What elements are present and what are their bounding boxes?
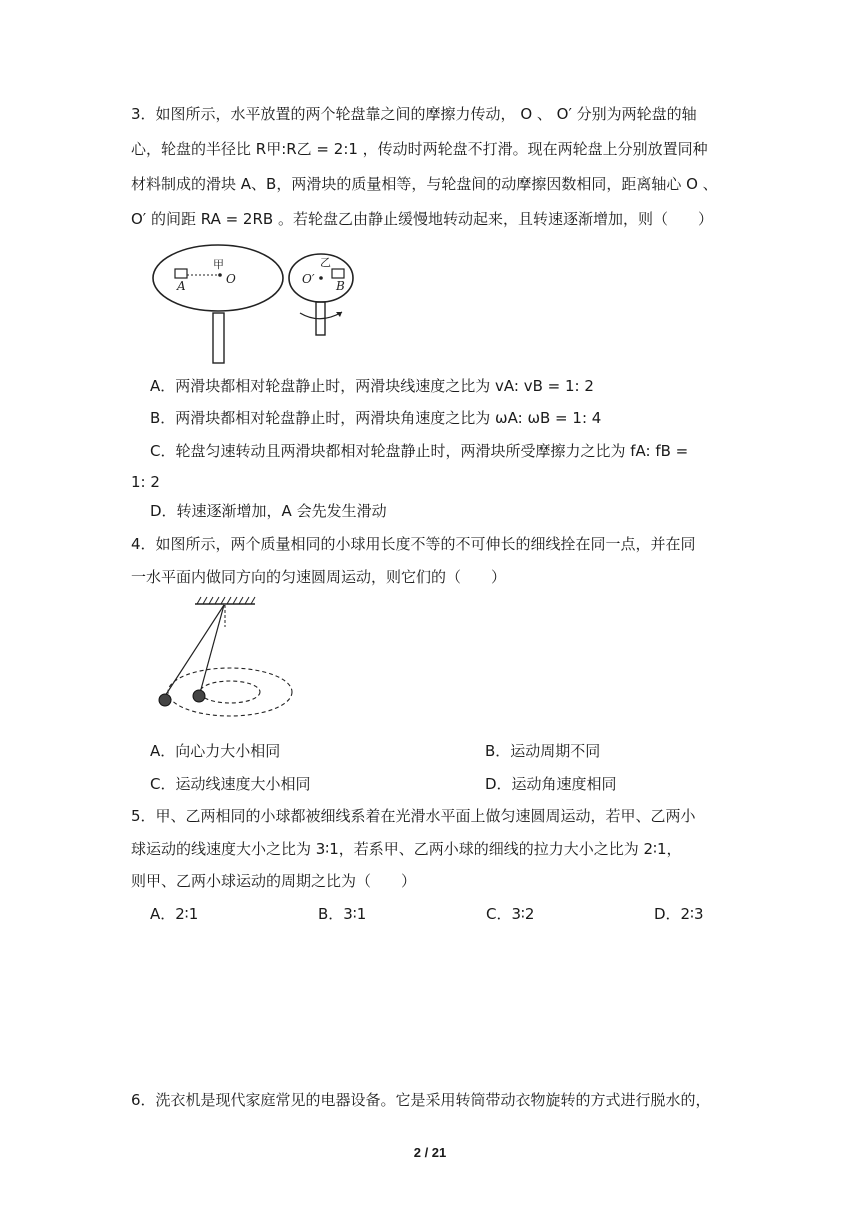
q3-wheels-figure	[150, 240, 365, 365]
ball-long	[159, 694, 171, 706]
q4-option-d[interactable]: D．运动角速度相同	[485, 775, 617, 793]
q4-stem-line1: 4．如图所示，两个质量相同的小球用长度不等的不可伸长的细线拴在同一点，并在同	[131, 535, 696, 553]
label-b: B	[336, 279, 345, 293]
ceiling-hatch	[197, 597, 255, 604]
label-yi: 乙	[320, 256, 331, 269]
q5-stem-line1: 5．甲、乙两相同的小球都被细线系着在光滑水平面上做匀速圆周运动，若甲、乙两小	[131, 807, 696, 825]
q3-option-c-cont: 1: 2	[131, 473, 160, 491]
q5-option-a[interactable]: A．2∶1	[150, 905, 199, 923]
axis-o-dot	[218, 273, 222, 277]
wheel-jia-shaft	[213, 313, 224, 363]
q4-option-b[interactable]: B．运动周期不同	[485, 742, 601, 760]
q3-stem-line2: 心，轮盘的半径比 R甲:R乙 = 2:1 ，传动时两轮盘不打滑。现在两轮盘上分别放置同种	[131, 140, 708, 158]
q3-stem-line3: 材料制成的滑块 A、B，两滑块的质量相等，与轮盘间的动摩擦因数相同，距离轴心 O 、	[131, 175, 718, 193]
q3-option-a[interactable]: A．两滑块都相对轮盘静止时，两滑块线速度之比为 vA: vB = 1: 2	[150, 377, 594, 395]
q5-stem-line3: 则甲、乙两小球运动的周期之比为（ ）	[131, 872, 417, 890]
q5-stem-line2: 球运动的线速度大小之比为 3∶1，若系甲、乙两小球的细线的拉力大小之比为 2∶1，	[131, 840, 682, 858]
block-b	[332, 269, 344, 278]
q3-option-b[interactable]: B．两滑块都相对轮盘静止时，两滑块角速度之比为 ωA: ωB = 1: 4	[150, 409, 602, 427]
page-number: 2 / 21	[413, 1145, 447, 1160]
q3-stem-line4: O′ 的间距 RA = 2RB 。若轮盘乙由静止缓慢地转动起来，且转速逐渐增加，则（ ）	[131, 210, 713, 228]
q4-stem-line2: 一水平面内做同方向的匀速圆周运动，则它们的（ ）	[131, 568, 507, 586]
string-short	[200, 605, 224, 693]
label-jia: 甲	[213, 258, 224, 271]
q5-option-c[interactable]: C．3∶2	[486, 905, 535, 923]
q5-option-d[interactable]: D．2∶3	[654, 905, 704, 923]
q6-stem-line1: 6．洗衣机是现代家庭常见的电器设备。它是采用转筒带动衣物旋转的方式进行脱水的，	[131, 1091, 711, 1109]
orbit-outer	[168, 668, 292, 716]
q4-pendulum-figure	[150, 592, 300, 722]
q5-option-b[interactable]: B．3∶1	[318, 905, 367, 923]
q3-option-c[interactable]: C．轮盘匀速转动且两滑块都相对轮盘静止时，两滑块所受摩擦力之比为 fA: fB =	[150, 442, 689, 460]
q3-stem-line1: 3．如图所示，水平放置的两个轮盘靠之间的摩擦力传动， O 、 O′ 分别为两轮盘的轴	[131, 105, 697, 123]
label-o: O	[226, 272, 236, 286]
ball-short	[193, 690, 205, 702]
wheel-jia	[153, 245, 283, 311]
q4-option-c[interactable]: C．运动线速度大小相同	[150, 775, 311, 793]
axis-o-prime-dot	[319, 276, 323, 280]
label-o-prime: O′	[302, 272, 315, 286]
q4-option-a[interactable]: A．向心力大小相同	[150, 742, 281, 760]
label-a: A	[177, 279, 186, 293]
q3-option-d[interactable]: D．转速逐渐增加，A 会先发生滑动	[150, 502, 387, 520]
orbit-inner	[200, 681, 260, 703]
rotation-arrow	[300, 312, 342, 319]
block-a	[175, 269, 187, 278]
